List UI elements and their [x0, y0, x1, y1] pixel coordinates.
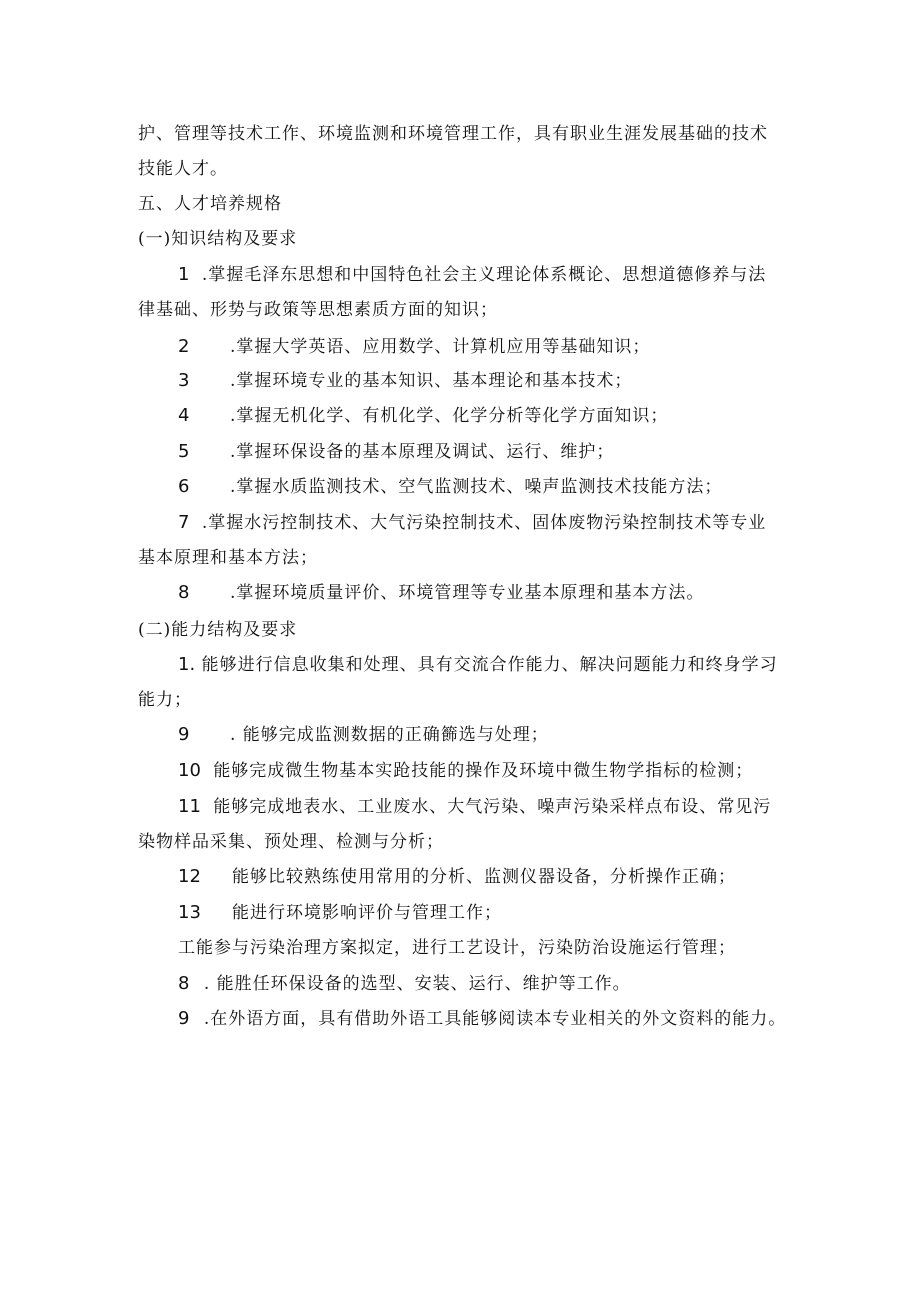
ability-item-4-cont: 染物样品采集、预处理、检测与分析； [138, 832, 444, 852]
intro-line-1: 护、管理等技术工作、环境监测和环境管理工作，具有职业生涯发展基础的技术 [138, 124, 768, 144]
knowledge-item-3-text: .掌握环境专业的基本知识、基本理论和基本技术； [230, 371, 633, 391]
item-number: 7 [178, 512, 190, 533]
ability-item-1-cont: 能力； [138, 690, 192, 710]
knowledge-item-4-number: 4 [178, 405, 190, 426]
ability-item-6-number: 13 [178, 902, 201, 923]
knowledge-item-6-text: .掌握水质监测技术、空气监测技术、噪声监测技术技能方法； [230, 477, 723, 497]
ability-item-6-text: 能进行环境影响评价与管理工作； [232, 903, 502, 923]
knowledge-item-2-text: .掌握大学英语、应用数学、计算机应用等基础知识； [230, 337, 651, 357]
knowledge-item-1 [178, 265, 766, 285]
item-number: 8 [178, 973, 190, 994]
ability-item-2-text: . 能够完成监测数据的正确籂选与处理； [230, 725, 549, 745]
item-text: 能够完成地表水、工业废水、大气污染、噪声污染采样点布设、常见污 [213, 797, 772, 817]
item-text: .掌握毛泽东思想和中国特色社会主义理论体系概论、思想道德修养与法 [201, 265, 767, 285]
ability-heading: (二)能力结构及要求 [138, 620, 298, 640]
ability-item-3 [178, 761, 753, 781]
knowledge-item-3-number: 3 [178, 370, 190, 391]
intro-line-2: 技能人才。 [138, 159, 228, 179]
item-number: 1. [178, 654, 196, 675]
ability-item-1 [178, 655, 778, 675]
item-text: 能够进行信息收集和处理、具有交流合作能力、解决问题能力和终身学习 [201, 655, 778, 675]
item-text: .在外语方面，具有借助外语工具能够阅读本专业相关的外文资料的能力。 [203, 1009, 787, 1029]
knowledge-item-1-cont: 律基础、形势与政策等思想素质方面的知识； [138, 300, 498, 320]
ability-item-7-text: 工能参与污染治理方案拟定，进行工艺设计，污染防治设施运行管理； [178, 938, 736, 958]
knowledge-item-7 [178, 513, 766, 533]
knowledge-item-5-text: .掌握环保设备的基本原理及调试、运行、维护； [230, 442, 615, 462]
knowledge-item-8-text: .掌握环境质量评价、环境管理等专业基本原理和基本方法。 [230, 583, 705, 603]
ability-item-8 [178, 974, 631, 994]
ability-item-2-number: 9 [178, 724, 190, 745]
ability-item-4 [178, 797, 771, 817]
item-number: 10 [178, 760, 201, 781]
item-text: 能够完成微生物基本实跄技能的操作及环境中微生物学指标的检测； [213, 761, 754, 781]
knowledge-item-7-cont: 基本原理和基本方法； [138, 548, 318, 568]
item-text: .掌握水污控制技术、大气污染控制技术、固体废物污染控制技术等专业 [201, 513, 767, 533]
ability-item-5-text: 能够比较熟练使用常用的分析、监测仪器设备，分析操作正确； [232, 867, 736, 887]
item-number: 11 [178, 796, 201, 817]
item-number: 9 [178, 1008, 190, 1029]
knowledge-item-6-number: 6 [178, 476, 190, 497]
ability-item-5-number: 12 [178, 866, 201, 887]
ability-item-9 [178, 1009, 786, 1029]
section-title: 五、人才培养规格 [138, 194, 282, 214]
knowledge-heading: (一)知识结构及要求 [138, 229, 298, 249]
knowledge-item-4-text: .掌握无机化学、有机化学、化学分析等化学方面知识； [230, 406, 669, 426]
item-number: 1 [178, 264, 190, 285]
knowledge-item-8-number: 8 [178, 582, 190, 603]
knowledge-item-5-number: 5 [178, 441, 190, 462]
knowledge-item-2-number: 2 [178, 336, 190, 357]
item-text: . 能胜任环保设备的选型、安装、运行、维护等工作。 [203, 974, 631, 994]
